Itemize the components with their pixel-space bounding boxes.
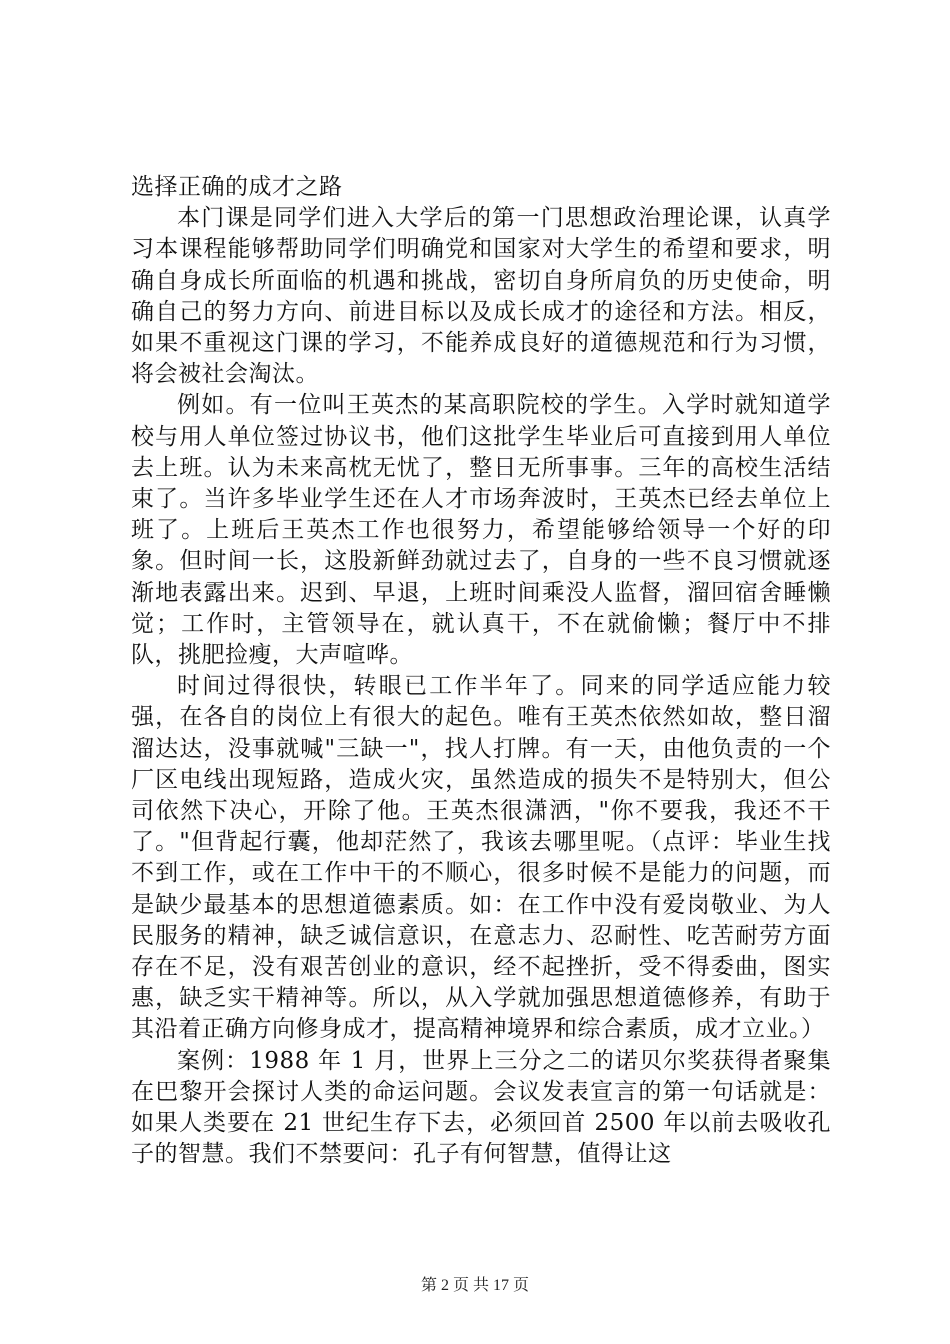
document-body [131,172,831,1171]
paragraph-commentary: 时间过得很快，转眼已工作半年了。同来的同学适应能力较强，在各自的岗位上有很大的起色。唯有王英杰依然如故，整日溜溜达达，没事就喊"三缺一"，找人打牌。有一天，由他负责的一个厂区电线出现短路，造成火灾，虽然造成的损失不是特别大，但公司依然下决心，开除了他。王英杰很潇洒，"你不要我，我还不干了。"但背起行囊，他却茫然了，我该去哪里呢。（点评：毕业生找不到工作，或在工作中干的不顺心，很多时候不是能力的问题，而是缺少最基本的思想道德素质。如：在工作中没有爱岗敬业、为人民服务的精神，缺乏诚信意识，在意志力、忍耐性、吃苦耐劳方面存在不足，没有艰苦创业的意识，经不起挫折，受不得委曲，图实惠，缺乏实干精神等。所以，从入学就加强思想道德修养，有助于其沿着正确方向修身成才，提高精神境界和综合素质，成才立业。） [131,673,831,1043]
paragraph-example: 例如。有一位叫王英杰的某高职院校的学生。入学时就知道学校与用人单位签过协议书，他们这批学生毕业后可直接到用人单位去上班。认为未来高枕无忧了，整日无所事事。三年的高校生活结束了。当许多毕业学生还在人才市场奔波时，王英杰已经去单位上班了。上班后王英杰工作也很努力，希望能够给领导一个好的印象。但时间一长，这股新鲜劲就过去了，自身的一些不良习惯就逐渐地表露出来。迟到、早退，上班时间乘没人监督，溜回宿舍睡懒觉；工作时，主管领导在，就认真干，不在就偷懒；餐厅中不排队，挑肥捡瘦，大声喧哗。 [131,392,831,669]
document-title: 选择正确的成才之路 [131,174,343,200]
page-footer: 第 2 页 共 17 页 [420,1277,529,1294]
paragraph-intro: 本门课是同学们进入大学后的第一门思想政治理论课，认真学习本课程能够帮助同学们明确党和国家对大学生的希望和要求，明确自身成长所面临的机遇和挑战，密切自身所肩负的历史使命，明确自己的努力方向、前进目标以及成长成才的途径和方法。相反，如果不重视这门课的学习，不能养成良好的道德规范和行为习惯，将会被社会淘汰。 [131,205,831,388]
paragraph-case: 案例：1988 年 1 月，世界上三分之二的诺贝尔奖获得者聚集在巴黎开会探讨人类的命运问题。会议发表宣言的第一句话就是：如果人类要在 21 世纪生存下去，必须回首 2500 年以前去吸收孔子的智慧。我们不禁要问：孔子有何智慧，值得让这 [131,1047,831,1168]
